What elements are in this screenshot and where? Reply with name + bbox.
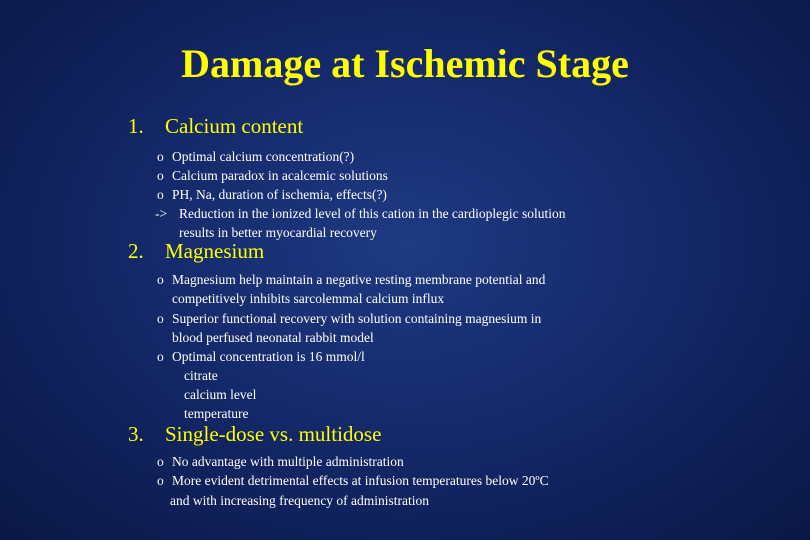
section-heading-magnesium (128, 239, 264, 263)
bullet-marker: o (157, 311, 164, 326)
bullet-text: and with increasing frequency of administration (170, 493, 430, 508)
bullet-text: PH, Na, duration of ischemia, effects(?) (172, 187, 387, 202)
bullet-marker: o (157, 187, 164, 202)
sub-item (184, 368, 218, 384)
bullet-marker: o (157, 349, 164, 364)
bullet-marker: o (157, 149, 164, 164)
bullet-text: competitively inhibits sarcolemmal calcium influx (172, 291, 445, 306)
bullet-line (157, 272, 545, 288)
bullet-text: More evident detrimental effects at infusion temperatures below 20ºC (172, 473, 549, 488)
bullet-marker: o (157, 473, 164, 488)
bullet-text: Optimal concentration is 16 mmol/l (172, 349, 365, 364)
bullet-text: results in better myocardial recovery (179, 225, 377, 240)
bullet-line (157, 149, 354, 165)
sub-item (184, 387, 256, 403)
bullet-marker: o (157, 454, 164, 469)
section-number: 3. (128, 422, 144, 446)
bullet-marker: o (157, 168, 164, 183)
bullet-line (157, 473, 549, 489)
section-title: Magnesium (165, 239, 265, 263)
section-title: Calcium content (165, 114, 304, 138)
slide-title: Damage at Ischemic Stage (181, 41, 629, 86)
section-number: 1. (128, 114, 144, 138)
bullet-line (157, 187, 387, 203)
continuation-line (172, 291, 444, 307)
bullet-text: Calcium paradox in acalcemic solutions (172, 168, 388, 183)
bullet-line (157, 454, 404, 470)
bullet-line (157, 349, 365, 365)
sub-item-text: citrate (184, 368, 218, 383)
sub-item-text: calcium level (184, 387, 257, 402)
bullet-marker: o (157, 272, 164, 287)
continuation-line (170, 493, 429, 509)
section-number: 2. (128, 239, 144, 263)
bullet-text: Magnesium help maintain a negative resting membrane potential and (172, 272, 546, 287)
sub-item-text: temperature (184, 406, 249, 421)
bullet-text: Superior functional recovery with solution containing magnesium in (172, 311, 542, 326)
arrow-line (155, 206, 566, 222)
section-title: Single-dose vs. multidose (165, 422, 382, 446)
bullet-line (157, 311, 541, 327)
arrow-marker: -> (155, 206, 168, 221)
section-heading-dosing (128, 422, 381, 446)
bullet-text: Optimal calcium concentration(?) (172, 149, 355, 164)
bullet-text: blood perfused neonatal rabbit model (172, 330, 374, 345)
section-heading-calcium (128, 114, 303, 138)
bullet-line (157, 168, 388, 184)
continuation-line (172, 330, 374, 346)
bullet-text: No advantage with multiple administration (172, 454, 404, 469)
sub-item (184, 406, 248, 422)
bullet-text: Reduction in the ionized level of this cation in the cardioplegic solution (179, 206, 566, 221)
